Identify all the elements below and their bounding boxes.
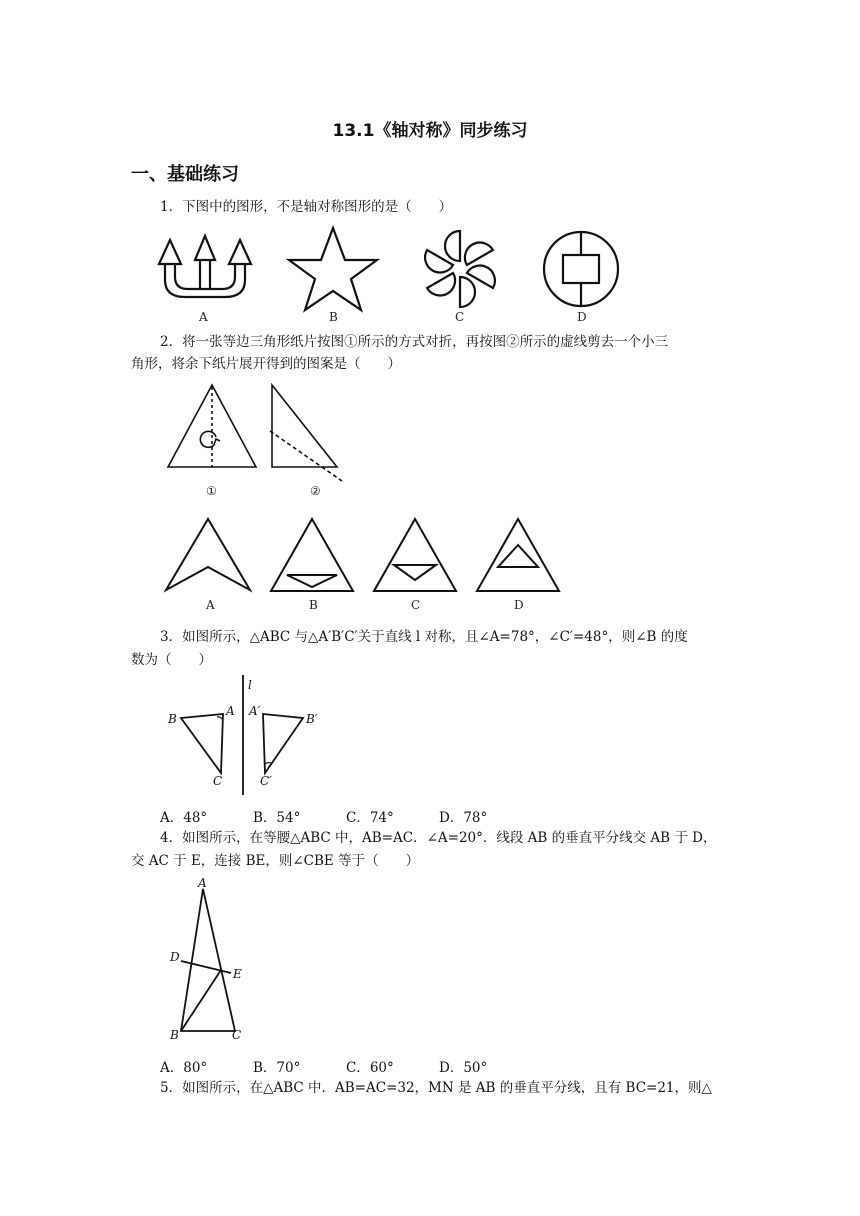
section-heading: 一、基础练习 <box>131 164 239 185</box>
q3-text-line2: 数为（ ） <box>131 652 212 668</box>
q3-label-c-prime: C′ <box>260 774 272 788</box>
q4-option-c: C．60° <box>346 1060 394 1076</box>
q3-label-a-prime: A′ <box>249 704 261 718</box>
q1-label-a: A <box>199 310 208 324</box>
q5-text-line1: 5．如图所示，在△ABC 中．AB=AC=32，MN 是 AB 的垂直平分线，且有 BC=21，则△ <box>160 1080 712 1096</box>
q1-figure <box>155 222 655 324</box>
q3-figure <box>163 673 333 797</box>
q4-text-line1: 4．如图所示，在等腰△ABC 中，AB=AC．∠A=20°．线段 AB 的垂直平分线交 AB 于 D， <box>160 830 717 846</box>
q2-fold-figure <box>162 383 352 501</box>
q4-label-c: C <box>232 1028 242 1042</box>
q4-label-a: A <box>198 876 207 890</box>
q3-label-l: l <box>248 678 252 692</box>
q3-label-c: C <box>213 774 223 788</box>
q3-option-a: A．48° <box>160 810 208 826</box>
page-title: 13.1《轴对称》同步练习 <box>332 121 528 141</box>
q1-label-c: C <box>455 310 465 324</box>
q2-text-line2: 角形，将余下纸片展开得到的图案是（ ） <box>131 356 401 372</box>
q2-option-label-d: D <box>514 598 524 612</box>
q4-options <box>160 1056 532 1076</box>
q4-label-d: D <box>170 950 180 964</box>
q4-option-a: A．80° <box>160 1060 208 1076</box>
q3-option-d: D．78° <box>439 810 488 826</box>
q3-text-line1: 3．如图所示，△ABC 与△A′B′C′关于直线 l 对称，且∠A=78°，∠C′=48°，则∠B 的度 <box>160 629 688 645</box>
q4-option-b: B．70° <box>253 1060 301 1076</box>
q3-option-c: C．74° <box>346 810 394 826</box>
q3-label-b-prime: B′ <box>306 712 318 726</box>
q3-option-b: B．54° <box>253 810 301 826</box>
q2-options-figure <box>160 515 570 615</box>
q4-label-e: E <box>233 967 242 981</box>
q2-option-label-a: A <box>206 598 215 612</box>
q2-fig-label-2: ② <box>310 484 321 498</box>
q2-fig-label-1: ① <box>206 484 217 498</box>
q1-label-b: B <box>329 310 338 324</box>
q4-figure <box>165 875 265 1045</box>
q4-option-d: D．50° <box>439 1060 488 1076</box>
q3-label-a: A <box>226 704 235 718</box>
q3-options <box>160 806 532 826</box>
q4-label-b: B <box>170 1028 179 1042</box>
q3-label-b: B <box>168 712 177 726</box>
q1-text: 1．下图中的图形，不是轴对称图形的是（ ） <box>160 199 453 215</box>
q4-text-line2: 交 AC 于 E，连接 BE，则∠CBE 等于（ ） <box>131 853 420 869</box>
q2-option-label-b: B <box>309 598 318 612</box>
q2-option-label-c: C <box>411 598 421 612</box>
q1-label-d: D <box>577 310 587 324</box>
q2-text-line1: 2．将一张等边三角形纸片按图①所示的方式对折，再按图②所示的虚线剪去一个小三 <box>160 334 669 350</box>
